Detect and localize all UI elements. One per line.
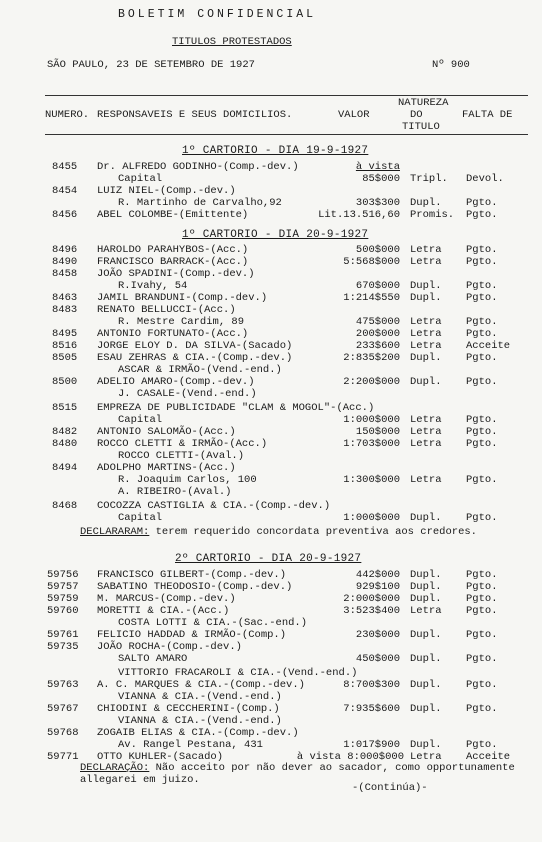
row-natureza: Letra (410, 426, 442, 438)
row-natureza: Dupl. (410, 352, 442, 364)
row-responsavel: A. RIBEIRO-(Aval.) (118, 486, 232, 498)
row-falta: Pgto. (466, 605, 498, 617)
row-responsavel: ANTONIO SALOMÃO-(Acc.) (97, 426, 236, 438)
row-falta: Pgto. (466, 629, 498, 641)
row-responsavel: Av. Rangel Pestana, 431 (118, 739, 263, 751)
row-natureza: Dupl. (410, 376, 442, 388)
row-falta: Pgto. (466, 581, 498, 593)
row-responsavel: ROCCO CLETTI & IRMÃO-(Acc.) (97, 438, 268, 450)
row-number: 8516 (52, 340, 78, 352)
row-responsavel: LUIZ NIEL-(Comp.-dev.) (97, 185, 236, 197)
row-responsavel: ASCAR & IRMÃO-(Vend.-end.) (118, 364, 282, 376)
row-responsavel: R. Martinho de Carvalho,92 (118, 197, 282, 209)
continua-note: -(Continúa)- (352, 782, 428, 794)
row-natureza: Dupl. (410, 679, 442, 691)
row-natureza: Dupl. (410, 653, 442, 665)
row-responsavel: RENATO BELLUCCI-(Acc.) (97, 304, 236, 316)
row-falta: Pgto. (466, 292, 498, 304)
row-number: 8515 (52, 402, 78, 414)
row-responsavel: Capital (118, 414, 163, 426)
row-responsavel: VIANNA & CIA.-(Vend.-end.) (118, 691, 282, 703)
section-heading: 1º CARTORIO - DIA 20-9-1927 (182, 229, 369, 241)
row-responsavel: Capital (118, 512, 163, 524)
row-responsavel: JAMIL BRANDUNI-(Comp.-dev.) (97, 292, 268, 304)
row-natureza: Letra (410, 438, 442, 450)
row-falta: Pgto. (466, 352, 498, 364)
row-natureza: Dupl. (410, 593, 442, 605)
row-falta: Pgto. (466, 703, 498, 715)
col-numero: NUMERO. (45, 109, 90, 121)
section-heading: 1º CARTORIO - DIA 19-9-1927 (182, 145, 369, 157)
row-falta: Pgto. (466, 569, 498, 581)
row-number: 8500 (52, 376, 78, 388)
row-number: 8454 (52, 185, 78, 197)
row-valor: 475$000 (355, 316, 400, 328)
header-rule-top (45, 95, 528, 96)
row-valor: 200$000 (355, 328, 400, 340)
col-natureza-2: DO (410, 109, 423, 121)
row-responsavel: FRANCISCO BARRACK-(Acc.) (97, 256, 249, 268)
row-falta: Pgto. (466, 438, 498, 450)
row-valor: 2:835$200 (343, 352, 400, 364)
row-valor: 670$000 (355, 280, 400, 292)
row-valor: 5:568$000 (343, 256, 400, 268)
row-falta: Pgto. (466, 328, 498, 340)
row-falta: Pgto. (466, 316, 498, 328)
row-valor: 1:703$000 (343, 438, 400, 450)
col-natureza-3: TITULO (402, 121, 440, 133)
row-responsavel: CHIODINI & CECCHERINI-(Comp.) (97, 703, 280, 715)
declaration-1-label: DECLARARAM: (80, 526, 150, 538)
row-number: 8494 (52, 462, 78, 474)
row-number: 8482 (52, 426, 78, 438)
row-responsavel: ESAU ZEHRAS & CIA.-(Comp.-dev.) (97, 352, 293, 364)
row-responsavel: FELICIO HADDAD & IRMÃO-(Comp.) (97, 629, 287, 641)
row-valor: 1:214$550 (343, 292, 400, 304)
row-falta: Pgto. (466, 653, 498, 665)
col-responsaveis: RESPONSAVEIS E SEUS DOMICILIOS. (97, 109, 293, 121)
row-valor: 85$000 (362, 173, 400, 185)
row-valor: 1:000$000 (343, 512, 400, 524)
row-responsavel: ADELIO AMARO-(Comp.-dev.) (97, 376, 255, 388)
col-natureza-1: NATUREZA (398, 97, 449, 109)
row-valor: à vista (355, 161, 400, 173)
row-valor: 303$300 (355, 197, 400, 209)
row-responsavel: FRANCISCO GILBERT-(Comp.-dev.) (97, 569, 287, 581)
bulletin-number: Nº 900 (432, 59, 470, 71)
row-natureza: Dupl. (410, 629, 442, 641)
row-responsavel: MORETTI & CIA.-(Acc.) (97, 605, 230, 617)
row-responsavel: ABEL COLOMBE-(Emittente) (97, 209, 249, 221)
col-falta: FALTA DE (462, 109, 513, 121)
row-falta: Pgto. (466, 280, 498, 292)
row-valor: 7:935$600 (343, 703, 400, 715)
row-number: 8468 (52, 500, 78, 512)
row-valor: 233$600 (355, 340, 400, 352)
row-valor: 1:000$000 (343, 414, 400, 426)
row-natureza: Dupl. (410, 197, 442, 209)
row-valor: à vista 8:000$000 (296, 751, 404, 763)
page-subtitle: TITULOS PROTESTADOS (172, 36, 292, 48)
row-number: 8483 (52, 304, 78, 316)
row-responsavel: SABATINO THEODOSIO-(Comp.-dev.) (97, 581, 293, 593)
row-valor: 230$000 (355, 629, 400, 641)
row-number: 59771 (47, 751, 79, 763)
row-natureza: Tripl. (410, 173, 448, 185)
row-number: 59761 (47, 629, 79, 641)
row-falta: Pgto. (466, 426, 498, 438)
row-natureza: Letra (410, 244, 442, 256)
row-natureza: Letra (410, 256, 442, 268)
row-valor: 8:700$300 (343, 679, 400, 691)
row-valor: 1:300$000 (343, 474, 400, 486)
row-natureza: Dupl. (410, 739, 442, 751)
row-responsavel: R. Mestre Cardim, 89 (118, 316, 245, 328)
place-date: SÃO PAULO, 23 DE SETEMBRO DE 1927 (47, 59, 255, 71)
row-natureza: Promis. (410, 209, 455, 221)
row-valor: 3:523$400 (343, 605, 400, 617)
row-number: 59767 (47, 703, 79, 715)
row-falta: Pgto. (466, 244, 498, 256)
row-valor: 150$000 (355, 426, 400, 438)
row-number: 8495 (52, 328, 78, 340)
header-rule-bottom (45, 134, 528, 135)
row-valor: 500$000 (355, 244, 400, 256)
row-responsavel: ROCCO CLETTI-(Aval.) (118, 450, 245, 462)
row-falta: Pgto. (466, 512, 498, 524)
row-responsavel: JOÃO ROCHA-(Comp.-dev.) (97, 641, 242, 653)
row-number: 59759 (47, 593, 79, 605)
row-responsavel: R.Ivahy, 54 (118, 280, 188, 292)
row-natureza: Letra (410, 414, 442, 426)
row-number: 59756 (47, 569, 79, 581)
row-falta: Acceite (466, 751, 511, 763)
row-responsavel: Capital (118, 173, 163, 185)
row-number: 8458 (52, 268, 78, 280)
row-falta: Pgto. (466, 474, 498, 486)
row-responsavel: ZOGAIB ELIAS & CIA.-(Comp.-dev.) (97, 727, 299, 739)
row-number: 8455 (52, 161, 78, 173)
row-valor: 2:200$000 (343, 376, 400, 388)
row-responsavel: ANTONIO FORTUNATO-(Acc.) (97, 328, 249, 340)
row-natureza: Dupl. (410, 292, 442, 304)
row-falta: Devol. (466, 173, 504, 185)
declaration-2 (80, 762, 520, 786)
row-responsavel: ADOLPHO MARTINS-(Acc.) (97, 462, 236, 474)
row-falta: Pgto. (466, 256, 498, 268)
declaration-2-label: DECLARAÇÃO: (80, 762, 150, 774)
row-falta: Pgto. (466, 679, 498, 691)
row-natureza: Dupl. (410, 581, 442, 593)
row-number: 59757 (47, 581, 79, 593)
row-natureza: Letra (410, 751, 442, 763)
row-responsavel: JORGE ELOY D. DA SILVA-(Sacado) (97, 340, 293, 352)
row-valor: 442$000 (355, 569, 400, 581)
row-falta: Pgto. (466, 739, 498, 751)
row-natureza: Dupl. (410, 512, 442, 524)
row-valor: 2:000$000 (343, 593, 400, 605)
row-valor: 450$000 (355, 653, 400, 665)
row-natureza: Letra (410, 474, 442, 486)
row-number: 8463 (52, 292, 78, 304)
row-natureza: Letra (410, 605, 442, 617)
section-heading: 2º CARTORIO - DIA 20-9-1927 (175, 553, 362, 565)
row-number: 8490 (52, 256, 78, 268)
col-valor: VALOR (338, 109, 370, 121)
row-number: 59760 (47, 605, 79, 617)
row-number: 59768 (47, 727, 79, 739)
row-number: 8505 (52, 352, 78, 364)
row-responsavel: HAROLDO PARAHYBOS-(Acc.) (97, 244, 249, 256)
row-responsavel: OTTO KUHLER-(Sacado) (97, 751, 224, 763)
row-responsavel: M. MARCUS-(Comp.-dev.) (97, 593, 236, 605)
row-responsavel: VIANNA & CIA.-(Vend.-end.) (118, 715, 282, 727)
row-number: 59735 (47, 641, 79, 653)
row-natureza: Dupl. (410, 703, 442, 715)
declaration-1-text: terem requerido concordata preventiva aos credores. (155, 526, 477, 538)
row-natureza: Letra (410, 328, 442, 340)
row-responsavel: VITTORIO FRACAROLI & CIA.-(Vend.-end.) (118, 667, 358, 679)
row-valor: Lit.13.516,60 (318, 209, 400, 221)
row-natureza: Letra (410, 316, 442, 328)
row-responsavel: COCOZZA CASTIGLIA & CIA.-(Comp.-dev.) (97, 500, 331, 512)
row-responsavel: EMPREZA DE PUBLICIDADE "CLAM & MOGOL"-(Acc.) (97, 402, 375, 414)
row-natureza: Dupl. (410, 280, 442, 292)
row-natureza: Letra (410, 340, 442, 352)
row-valor: 1:017$900 (343, 739, 400, 751)
row-falta: Pgto. (466, 593, 498, 605)
row-responsavel: A. C. MARQUES & CIA.-(Comp.-dev.) (97, 679, 305, 691)
row-natureza: Dupl. (410, 569, 442, 581)
row-falta: Pgto. (466, 376, 498, 388)
row-responsavel: Dr. ALFREDO GODINHO-(Comp.-dev.) (97, 161, 299, 173)
row-falta: Pgto. (466, 209, 498, 221)
row-responsavel: R. Joaquim Carlos, 100 (118, 474, 257, 486)
row-number: 8456 (52, 209, 78, 221)
row-falta: Pgto. (466, 197, 498, 209)
row-falta: Pgto. (466, 414, 498, 426)
row-valor: 929$100 (355, 581, 400, 593)
row-number: 8480 (52, 438, 78, 450)
row-responsavel: J. CASALE-(Vend.-end.) (118, 388, 257, 400)
declaration-2-text: Não acceito por não dever ao sacador, como opportunamente allegarei em juizo. (80, 762, 515, 786)
row-number: 59763 (47, 679, 79, 691)
row-responsavel: JOÃO SPADINI-(Comp.-dev.) (97, 268, 255, 280)
declaration-1 (80, 527, 477, 538)
row-responsavel: COSTA LOTTI & CIA.-(Sac.-end.) (118, 617, 308, 629)
bulletin-title: BOLETIM CONFIDENCIAL (118, 8, 317, 21)
row-responsavel: SALTO AMARO (118, 653, 188, 665)
row-falta: Acceite (466, 340, 511, 352)
row-number: 8496 (52, 244, 78, 256)
